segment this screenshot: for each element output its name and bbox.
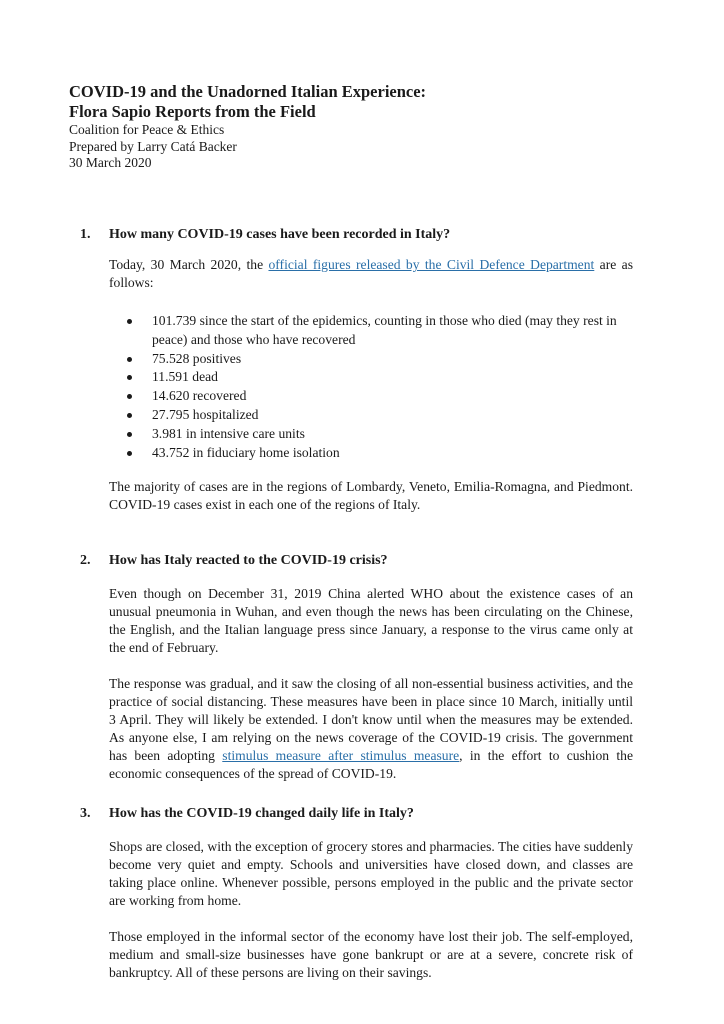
- section-3: [80, 805, 633, 982]
- list-item-text: 3.981 in intensive care units: [152, 425, 305, 441]
- list-item: [109, 350, 633, 369]
- bullet-icon: [127, 357, 132, 362]
- section-3-paragraph-1: Shops are closed, with the exception of grocery stores and pharmacies. The cities have suddenly become very quiet and empty. Schools and universities have closed down, and classes are taking place online. Whenever possible, persons employed in the public and the private sector are working from home.: [109, 839, 633, 909]
- title-line-1: COVID-19 and the Unadorned Italian Experience:: [69, 82, 427, 101]
- intro-text: Today, 30 March 2020, the: [109, 257, 269, 272]
- statistics-list: [109, 312, 633, 462]
- list-item: [109, 368, 633, 387]
- paragraph-text: The response was gradual, and it saw the closing of all non-essential business activities, and the practice of social distancing. These measures have been in place since 10 March, initially until 3 April. They will likely be extended. I don't know until when the measures may be extended. As anyone else, I am relying on the news coverage of the COVID-19 crisis. The government has been adopting: [109, 676, 633, 764]
- list-item: [109, 425, 633, 444]
- intro-text-end: are as follows:: [109, 257, 633, 290]
- section-2-paragraph-1: Even though on December 31, 2019 China alerted WHO about the existence cases of an unusual pneumonia in Wuhan, and even though the news has been circulating on the Chinese, the English, and the Italian language press since January, a response to the virus came only at the end of February.: [109, 586, 633, 656]
- bullet-icon: [127, 319, 132, 324]
- section-number: 3.: [80, 806, 91, 822]
- bullet-icon: [127, 451, 132, 456]
- list-item: [109, 406, 633, 425]
- bullet-icon: [127, 375, 132, 380]
- document-header: [69, 82, 629, 172]
- section-2-paragraph-2: [109, 675, 633, 783]
- stimulus-measures-link[interactable]: stimulus measure after stimulus measure: [222, 748, 460, 764]
- list-item-text: 101.739 since the start of the epidemics, counting in those who died (may they rest in peace) and those who have recovered: [152, 313, 617, 347]
- section-1-intro: [109, 256, 633, 292]
- list-item: [109, 387, 633, 406]
- title-line-2: Flora Sapio Reports from the Field: [69, 102, 316, 121]
- section-1: [80, 226, 633, 514]
- list-item-text: 27.795 hospitalized: [152, 406, 259, 422]
- section-3-paragraph-2: Those employed in the informal sector of the economy have lost their job. The self-employed, medium and small-size businesses have gone bankrupt or are at a severe, concrete risk of bankruptcy. All of these persons are living on their savings.: [109, 929, 633, 981]
- section-number: 2.: [80, 553, 91, 569]
- section-number: 1.: [80, 227, 91, 242]
- section-heading-text: How has the COVID-19 changed daily life in Italy?: [109, 806, 414, 822]
- list-item-text: 75.528 positives: [152, 350, 242, 366]
- section-heading-text: How has Italy reacted to the COVID-19 crisis?: [109, 553, 388, 569]
- list-item-text: 43.752 in fiduciary home isolation: [152, 444, 340, 460]
- section-heading-text: How many COVID-19 cases have been recorded in Italy?: [109, 227, 451, 242]
- list-item-text: 14.620 recovered: [152, 388, 247, 404]
- section-1-closing: The majority of cases are in the regions of Lombardy, Veneto, Emilia-Romagna, and Piedmont. COVID-19 cases exist in each one of the regions of Italy.: [109, 479, 633, 513]
- document-body: [80, 226, 633, 982]
- bullet-icon: [127, 394, 132, 399]
- bullet-icon: [127, 432, 132, 437]
- section-heading: [80, 552, 633, 570]
- paragraph-text-end: , in the effort to cushion the economic consequences of the spread of COVID-19.: [109, 748, 633, 782]
- date: 30 March 2020: [69, 155, 152, 170]
- author-line: Prepared by Larry Catá Backer: [69, 138, 237, 154]
- section-2: [80, 552, 633, 783]
- list-item-text: 11.591 dead: [152, 369, 218, 385]
- section-heading: [80, 226, 633, 244]
- list-item: [109, 444, 633, 463]
- section-heading: [80, 805, 633, 823]
- bullet-icon: [127, 413, 132, 418]
- civil-defence-figures-link[interactable]: official figures released by the Civil Defence Department: [268, 257, 595, 272]
- list-item: [109, 312, 633, 350]
- organization: Coalition for Peace & Ethics: [69, 122, 225, 137]
